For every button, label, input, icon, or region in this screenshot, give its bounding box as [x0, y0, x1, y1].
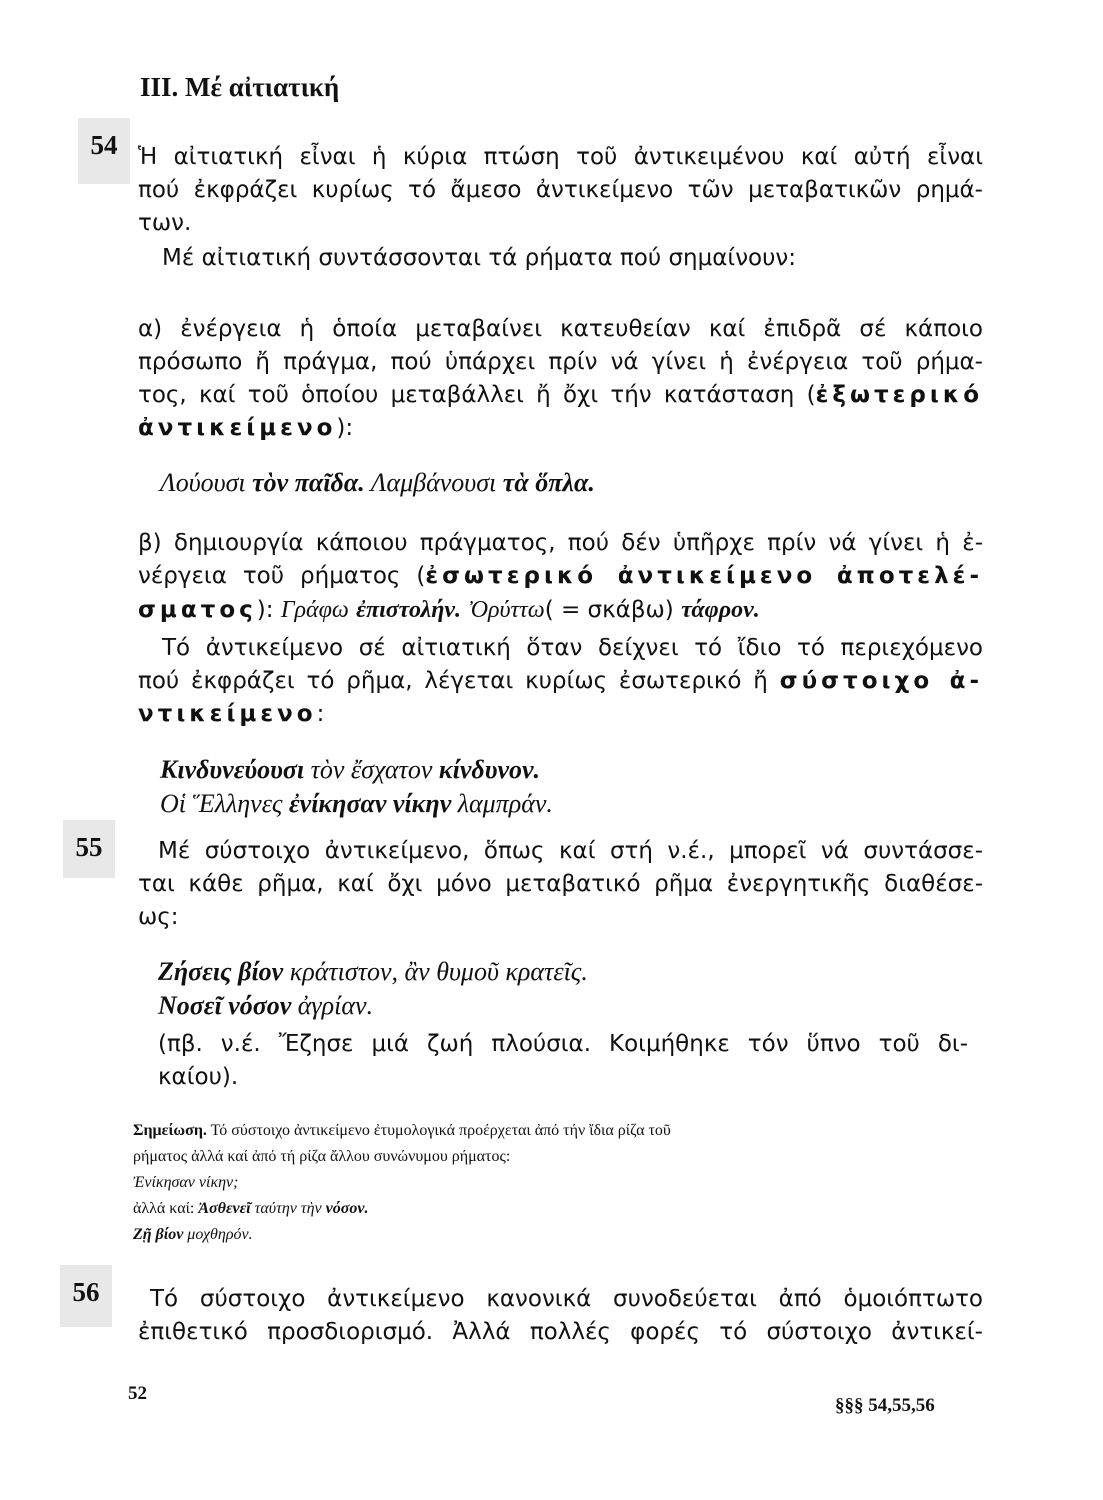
- example-word: ἐπιστολήν.: [356, 597, 462, 623]
- note-line: [133, 1118, 978, 1144]
- text-span: Τό σύστοιχο ἀντικείμενο ἐτυμολογικά προέρχεται ἀπό τήν ἴδια ρίζα τοῦ: [206, 1122, 671, 1139]
- text-span: ):: [336, 415, 354, 441]
- note-label: Σημείωση.: [133, 1122, 207, 1139]
- term-cognate-object: ντικείμενο: [138, 701, 317, 727]
- text-span: τος, καί τοῦ ὁποίου μεταβάλλει ἤ ὄχι τήν κατάσταση (: [138, 382, 816, 408]
- example-word: μοχθηρόν.: [183, 1226, 253, 1243]
- example-word: Ὀρύττω: [468, 597, 545, 623]
- example-word: Λούουσι: [160, 468, 246, 497]
- text-span: ἀλλά καί:: [133, 1200, 199, 1217]
- term-result: σματος: [138, 597, 257, 623]
- section-number-56: 56: [60, 1265, 112, 1327]
- example-line: [158, 989, 588, 1023]
- text-line: [138, 412, 983, 445]
- text-line: ἐπιθετικό προσδιορισμό. Ἀλλά πολλές φορές τό σύστοιχο ἀντικεί-: [138, 1319, 983, 1345]
- example-word: Λαμβάνουσι: [370, 468, 497, 497]
- paragraph-b: [138, 527, 983, 627]
- text-line: Μέ σύστοιχο ἀντικείμενο, ὅπως καί στή ν.έ., μπορεῖ νά συντάσσε-: [158, 838, 983, 864]
- example-word: λαμπράν.: [457, 789, 553, 818]
- example-word: Ζῇ βίον: [133, 1226, 184, 1243]
- example-word: Κινδυνεύουσι: [160, 755, 305, 784]
- example-line: [160, 753, 553, 787]
- text-line: ται κάθε ρῆμα, καί ὄχι μόνο μεταβατικό ρῆμα ἐνεργητικῆς διαθέσε-: [138, 871, 983, 897]
- section-number-54: 54: [78, 118, 130, 184]
- example-word: Ζήσεις βίον: [158, 957, 284, 986]
- text-line: [138, 379, 983, 412]
- text-span: πού ἐκφράζει τό ρῆμα, λέγεται κυρίως ἐσωτερικό ἤ: [138, 668, 780, 694]
- note-line: [133, 1196, 978, 1222]
- example-word: ταύτην τὴν: [250, 1200, 326, 1217]
- paragraph-54: [138, 141, 983, 275]
- example-line: [160, 787, 553, 821]
- example-word: Ἐνίκησαν νίκην;: [133, 1174, 239, 1191]
- text-line: [138, 665, 983, 698]
- term-cognate-object: σύστοιχο ἀ-: [779, 668, 983, 694]
- section-heading: ΙΙΙ. Μέ αἰτιατική: [140, 72, 340, 102]
- text-line: Τό σύστοιχο ἀντικείμενο κανονικά συνοδεύεται ἀπό ὁμοιόπτωτο: [150, 1286, 983, 1312]
- page-number: 52: [128, 1383, 147, 1404]
- text-span: :: [316, 701, 325, 727]
- example-word: κίνδυνον.: [438, 755, 541, 784]
- paragraph-c: [138, 632, 983, 731]
- section-number-55: 55: [63, 820, 115, 878]
- text-line: [138, 593, 983, 627]
- example-word: Γράφω: [280, 597, 349, 623]
- text-line: Τό ἀντικείμενο σέ αἰτιατική ὅταν δείχνει τό ἴδιο τό περιεχόμενο: [162, 635, 983, 661]
- example-word: Νοσεῖ νόσον: [158, 991, 292, 1020]
- example-word: τὸν ἔσχατον: [310, 755, 433, 784]
- example-word: τὰ ὅπλα.: [502, 468, 595, 497]
- example-word: νόσον.: [325, 1200, 369, 1217]
- text-line: των.: [138, 210, 192, 236]
- paragraph-55: [138, 835, 983, 934]
- term-internal-object: ἐσωτερικό ἀντικείμενο ἀποτελέ-: [425, 563, 984, 589]
- note-line: ρήματος ἀλλά καί ἀπό τή ρίζα ἄλλου συνώνυμου ρήματος:: [133, 1148, 511, 1165]
- note-line: [133, 1222, 978, 1248]
- text-line: Μέ αἰτιατική συντάσσονται τά ρήματα πού σημαίνουν:: [162, 245, 797, 271]
- term-external-object: ἐξωτερικό: [815, 382, 983, 408]
- text-span: ( = σκάβω): [544, 597, 682, 623]
- example-word: κράτιστον, ἂν θυμοῦ κρατεῖς.: [289, 957, 588, 986]
- text-span: νέργεια τοῦ ρήματος (: [138, 563, 426, 589]
- text-line: [138, 560, 983, 593]
- text-line: (πβ. ν.έ. Ἔζησε μιά ζωή πλούσια. Κοιμήθηκε τόν ὕπνο τοῦ δι-: [158, 1031, 968, 1057]
- example-word: τὸν παῖδα.: [252, 468, 365, 497]
- text-line: β) δημιουργία κάποιου πράγματος, πού δέν ὑπῆρχε πρίν νά γίνει ἡ ἐ-: [138, 530, 983, 556]
- paragraph-a: [138, 313, 983, 445]
- example-word: Οἱ Ἕλληνες: [160, 789, 283, 818]
- example-word: ἐνίκησαν νίκην: [288, 789, 452, 818]
- example-a: [160, 466, 595, 500]
- text-line: [138, 698, 983, 731]
- text-line: καίου).: [158, 1064, 239, 1090]
- example-line: [158, 955, 588, 989]
- example-word: ἀγρίαν.: [297, 991, 374, 1020]
- note: [133, 1118, 978, 1248]
- note-line: [133, 1170, 978, 1196]
- example-word: Ἀσθενεῖ: [198, 1200, 251, 1217]
- text-line: α) ἐνέργεια ἡ ὁποία μεταβαίνει κατευθείαν καί ἐπιδρᾶ σέ κάποιο: [138, 316, 983, 342]
- example-55: [158, 955, 588, 1023]
- text-line: ως:: [138, 904, 179, 930]
- text-span: ):: [256, 597, 281, 623]
- section-reference: §§§ 54,55,56: [835, 1395, 935, 1416]
- example-c: [160, 753, 553, 821]
- comparison-note: [158, 1028, 968, 1094]
- paragraph-56: [138, 1283, 983, 1349]
- text-line: πού ἐκφράζει κυρίως τό ἄμεσο ἀντικείμενο τῶν μεταβατικῶν ρημά-: [138, 177, 983, 203]
- text-line: Ἡ αἰτιατική εἶναι ἡ κύρια πτώση τοῦ ἀντικειμένου καί αὐτή εἶναι: [138, 144, 983, 170]
- term-object: ἀντικείμενο: [138, 415, 337, 441]
- text-line: πρόσωπο ἤ πράγμα, πού ὑπάρχει πρίν νά γίνει ἡ ἐνέργεια τοῦ ρήμα-: [138, 349, 983, 375]
- example-word: τάφρον.: [681, 597, 760, 623]
